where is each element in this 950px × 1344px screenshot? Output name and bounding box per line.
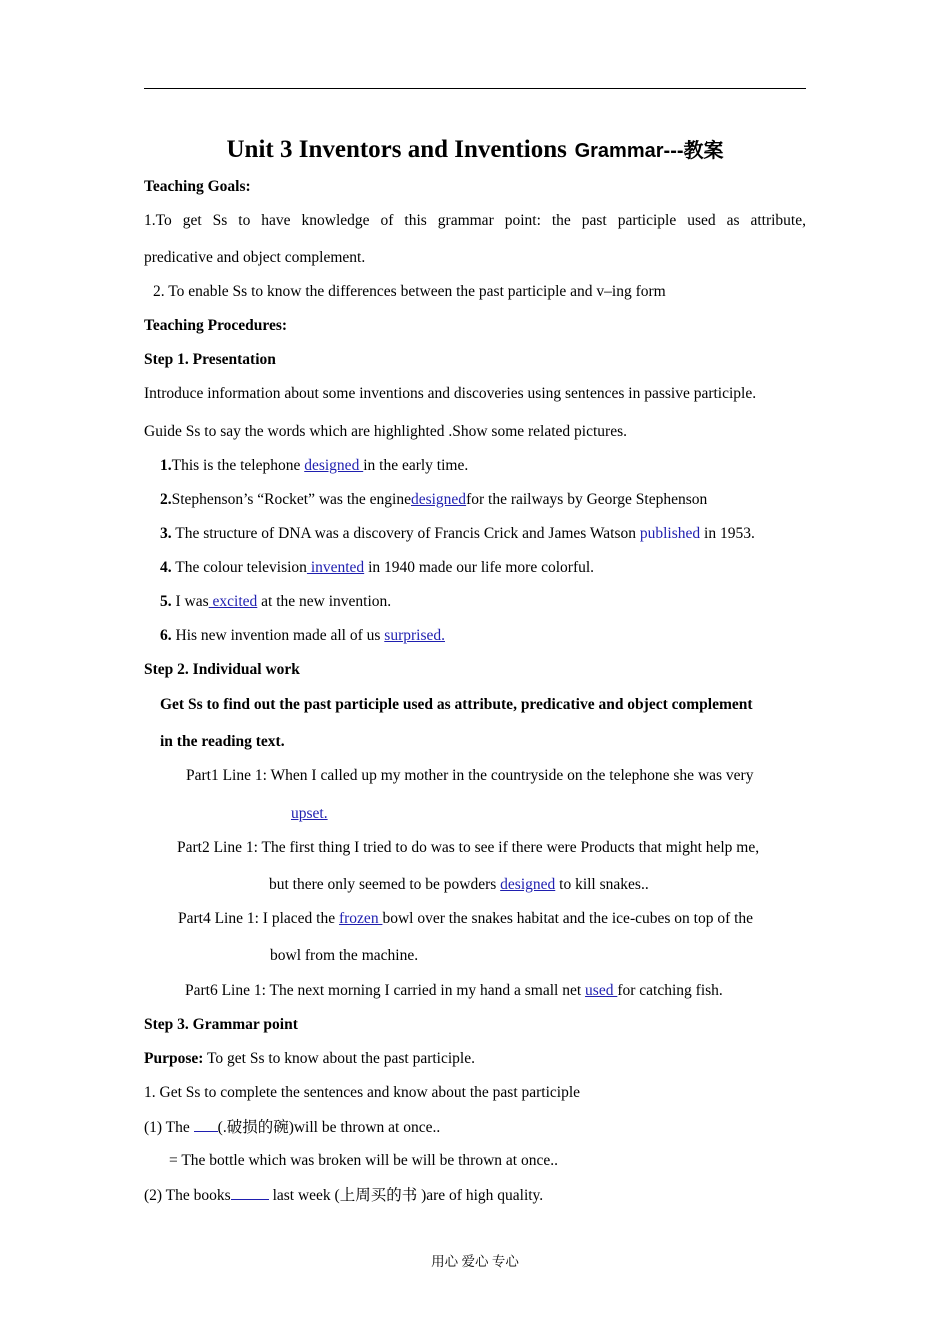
title-main: Unit 3 Inventors and Inventions: [226, 136, 567, 163]
sentence-text: I was: [171, 593, 209, 610]
sentence-5: [160, 592, 391, 612]
sentence-number: 5.: [160, 593, 172, 610]
part1-word: [291, 804, 328, 824]
sentence-text: The structure of DNA was a discovery of Francis Crick and James Watson: [171, 525, 640, 542]
question-2: [144, 1185, 543, 1206]
question-text: (1) The: [144, 1119, 194, 1136]
part-text: Part4 Line 1: I placed the: [178, 910, 339, 927]
answer-blank[interactable]: [194, 1117, 218, 1132]
sentence-number: 6.: [160, 627, 172, 644]
sentence-text: Stephenson’s “Rocket” was the engine: [171, 491, 411, 508]
goal-2: 2. To enable Ss to know the differences between the past participle and v–ing form: [153, 283, 666, 300]
goal-1-line-1: 1.To get Ss to have knowledge of this grammar point: the past participle used as attribute,: [144, 212, 806, 229]
highlight-word: frozen: [338, 910, 383, 927]
part6-line: [185, 981, 723, 1001]
sentence-1: [160, 456, 468, 476]
highlight-word: designed: [410, 491, 467, 508]
part-text: Part6 Line 1: The next morning I carried in my hand a small net: [185, 982, 586, 999]
sentence-4: [160, 558, 594, 578]
sentence-number: 3.: [160, 525, 172, 542]
highlight-word: published: [639, 525, 701, 542]
highlight-word: invented: [306, 559, 365, 576]
sentence-text: for the railways by George Stephenson: [466, 491, 708, 508]
sentence-number: 4.: [160, 559, 172, 576]
step3-item-1: 1. Get Ss to complete the sentences and know about the past participle: [144, 1084, 581, 1101]
part-text: bowl over the snakes habitat and the ice-cubes on top of the: [382, 910, 754, 927]
step2-task-line-1: Get Ss to find out the past participle used as attribute, predicative and object complement: [160, 696, 753, 713]
question-text: (.破损的碗)will be thrown at once..: [217, 1119, 441, 1136]
part2-line-2: [269, 875, 649, 895]
step2-task-line-2: in the reading text.: [160, 733, 285, 750]
sentence-text: in 1940 made our life more colorful.: [364, 559, 595, 576]
part2-line: Part2 Line 1: The first thing I tried to do was to see if there were Products that might help me,: [177, 839, 760, 856]
step1-heading: Step 1. Presentation: [144, 351, 276, 368]
title-sub: Grammar---教案: [574, 140, 724, 162]
purpose-text: To get Ss to know about the past participle.: [203, 1050, 475, 1067]
highlight-word: surprised.: [384, 627, 445, 644]
highlight-word: excited: [208, 593, 258, 610]
sentence-2: [160, 490, 707, 510]
sentence-6: [160, 626, 445, 646]
sentence-text: at the new invention.: [257, 593, 392, 610]
part-text: for catching fish.: [617, 982, 723, 999]
goal-1-line-2: predicative and object complement.: [144, 249, 366, 266]
step3-heading: Step 3. Grammar point: [144, 1016, 298, 1033]
question-1: [144, 1117, 440, 1138]
answer-blank[interactable]: [231, 1185, 269, 1200]
purpose-label: Purpose:: [144, 1050, 204, 1067]
procedures-heading: Teaching Procedures:: [144, 317, 288, 334]
question-1-equivalent: = The bottle which was broken will be will be thrown at once..: [169, 1152, 558, 1169]
highlight-word: used: [585, 982, 618, 999]
highlight-word: upset.: [291, 805, 328, 822]
step1-intro-1: Introduce information about some inventions and discoveries using sentences in passive participle.: [144, 385, 757, 402]
header-rule: [144, 88, 806, 89]
page-title: [0, 136, 950, 167]
sentence-number: 1.: [160, 457, 172, 474]
sentence-3: [160, 524, 755, 544]
step2-heading: Step 2. Individual work: [144, 661, 300, 678]
part-text: to kill snakes..: [555, 876, 649, 893]
step1-intro-2: Guide Ss to say the words which are highlighted .Show some related pictures.: [144, 423, 627, 440]
question-text: (2) The books: [144, 1187, 231, 1204]
part1-line: Part1 Line 1: When I called up my mother in the countryside on the telephone she was very: [186, 767, 754, 784]
highlight-word: designed: [500, 876, 556, 893]
part-text: but there only seemed to be powders: [269, 876, 501, 893]
page-footer: 用心 爱心 专心: [431, 1254, 519, 1269]
highlight-word: designed: [304, 457, 364, 474]
sentence-text: The colour television: [171, 559, 307, 576]
purpose-line: [144, 1049, 475, 1069]
part4-line: [178, 909, 753, 929]
sentence-text: His new invention made all of us: [171, 627, 385, 644]
sentence-number: 2.: [160, 491, 172, 508]
sentence-text: in the early time.: [363, 457, 469, 474]
question-text: last week (上周买的书 )are of high quality.: [268, 1187, 544, 1204]
teaching-goals-heading: Teaching Goals:: [144, 178, 251, 195]
sentence-text: in 1953.: [700, 525, 755, 542]
part4-line-2: bowl from the machine.: [270, 947, 419, 964]
sentence-text: This is the telephone: [171, 457, 305, 474]
